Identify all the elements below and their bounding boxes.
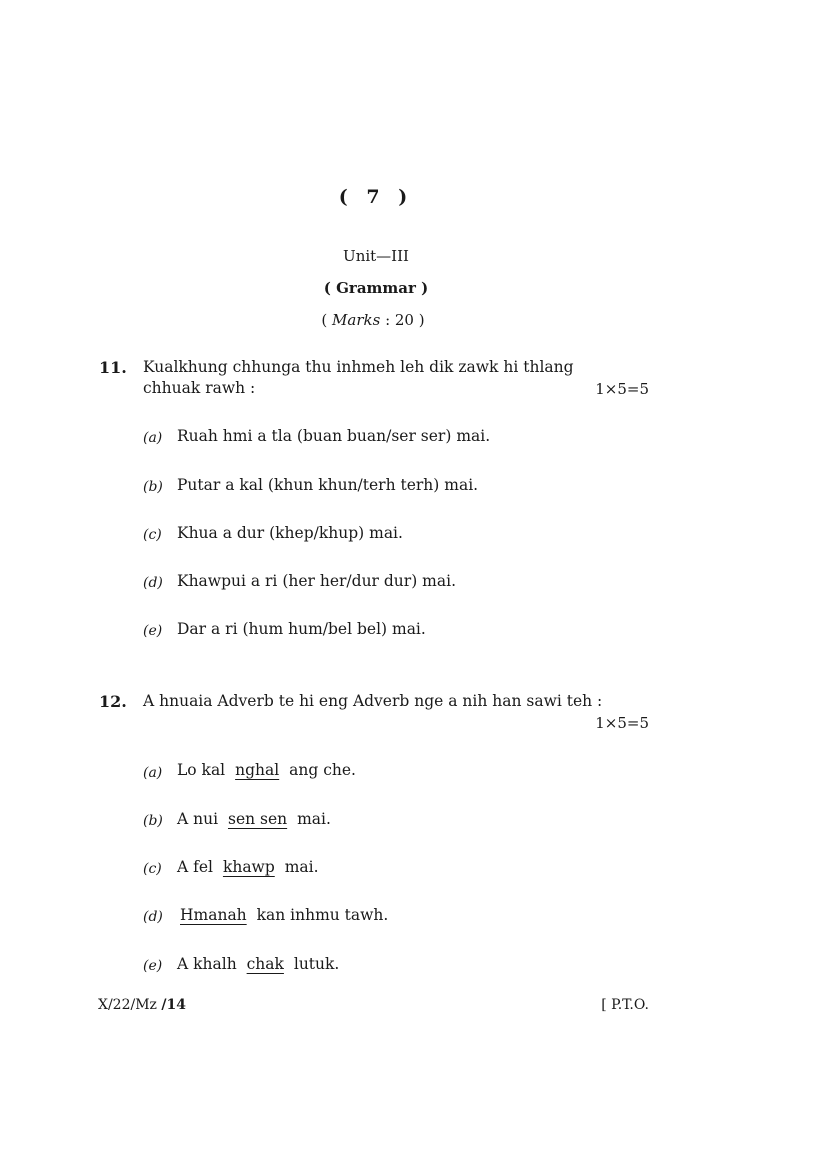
item-label: (d)	[143, 575, 163, 591]
item-label: (a)	[143, 430, 163, 446]
page-number: ( 7 )	[338, 186, 414, 208]
sentence-before: A fel	[177, 858, 213, 876]
q11-item-c-text: Khua a dur (khep/khup) mai.	[177, 524, 403, 542]
q12-item-c-sentence	[177, 858, 319, 876]
paper-code	[98, 997, 186, 1013]
underlined-adverb: chak	[246, 955, 284, 973]
sentence-after: mai.	[284, 858, 319, 876]
q12-item-e-sentence	[177, 955, 339, 973]
q12-item-c	[143, 858, 162, 877]
question-11-marks: 1×5=5	[595, 380, 649, 398]
item-label: (c)	[143, 527, 162, 543]
q12-item-b-sentence	[177, 810, 331, 828]
sentence-before: A nui	[177, 810, 219, 828]
item-label: (b)	[143, 479, 163, 495]
item-label: (c)	[143, 861, 162, 877]
marks-value: : 20 )	[385, 311, 425, 329]
section-marks	[0, 311, 746, 329]
question-11-text-line2: chhuak rawh :	[143, 379, 256, 397]
q11-item-a-text: Ruah hmi a tla (buan buan/ser ser) mai.	[177, 427, 491, 445]
sentence-after: mai.	[297, 810, 331, 828]
sentence-before: Lo kal	[177, 761, 226, 779]
paper-code-text: X/22/Mz	[98, 997, 162, 1013]
sentence-after: kan inhmu tawh.	[256, 906, 389, 924]
q12-item-d	[143, 906, 163, 925]
question-11-number: 11.	[99, 358, 127, 377]
q12-item-e	[143, 955, 162, 974]
q11-item-d-text: Khawpui a ri (her her/dur dur) mai.	[177, 572, 456, 590]
marks-label: Marks	[332, 311, 381, 329]
q12-item-a	[143, 762, 162, 781]
q11-item-a	[143, 427, 162, 446]
pto-label: [ P.T.O.	[601, 997, 649, 1013]
question-12-number: 12.	[99, 692, 127, 711]
underlined-adverb: khawp	[222, 858, 275, 876]
item-label: (a)	[143, 765, 163, 781]
underlined-adverb: Hmanah	[180, 906, 247, 924]
q12-item-b	[143, 810, 163, 829]
q11-item-c	[143, 524, 162, 543]
sentence-after: lutuk.	[293, 955, 340, 973]
q12-item-a-sentence	[177, 761, 356, 779]
sentence-before: A khalh	[177, 955, 237, 973]
paper-code-bold: /14	[161, 997, 186, 1013]
q11-item-d	[143, 572, 163, 591]
q12-item-d-sentence	[175, 906, 388, 924]
question-11-text-line1: Kualkhung chhunga thu inhmeh leh dik zawk hi thlang	[143, 358, 574, 376]
item-label: (d)	[143, 909, 163, 925]
underlined-adverb: nghal	[235, 761, 280, 779]
sentence-after: ang che.	[289, 761, 356, 779]
section-title: ( Grammar )	[323, 279, 429, 297]
question-12-marks: 1×5=5	[595, 714, 649, 732]
q11-item-b-text: Putar a kal (khun khun/terh terh) mai.	[177, 476, 479, 494]
item-label: (e)	[143, 623, 163, 639]
item-label: (e)	[143, 958, 163, 974]
question-12-text: A hnuaia Adverb te hi eng Adverb nge a nih han sawi teh :	[143, 692, 603, 710]
q11-item-b	[143, 476, 163, 495]
q11-item-e-text: Dar a ri (hum hum/bel bel) mai.	[177, 620, 426, 638]
marks-open: (	[321, 311, 333, 329]
unit-heading: Unit—III	[343, 247, 409, 265]
q11-item-e	[143, 620, 162, 639]
item-label: (b)	[143, 813, 163, 829]
underlined-adverb: sen sen	[227, 810, 288, 828]
